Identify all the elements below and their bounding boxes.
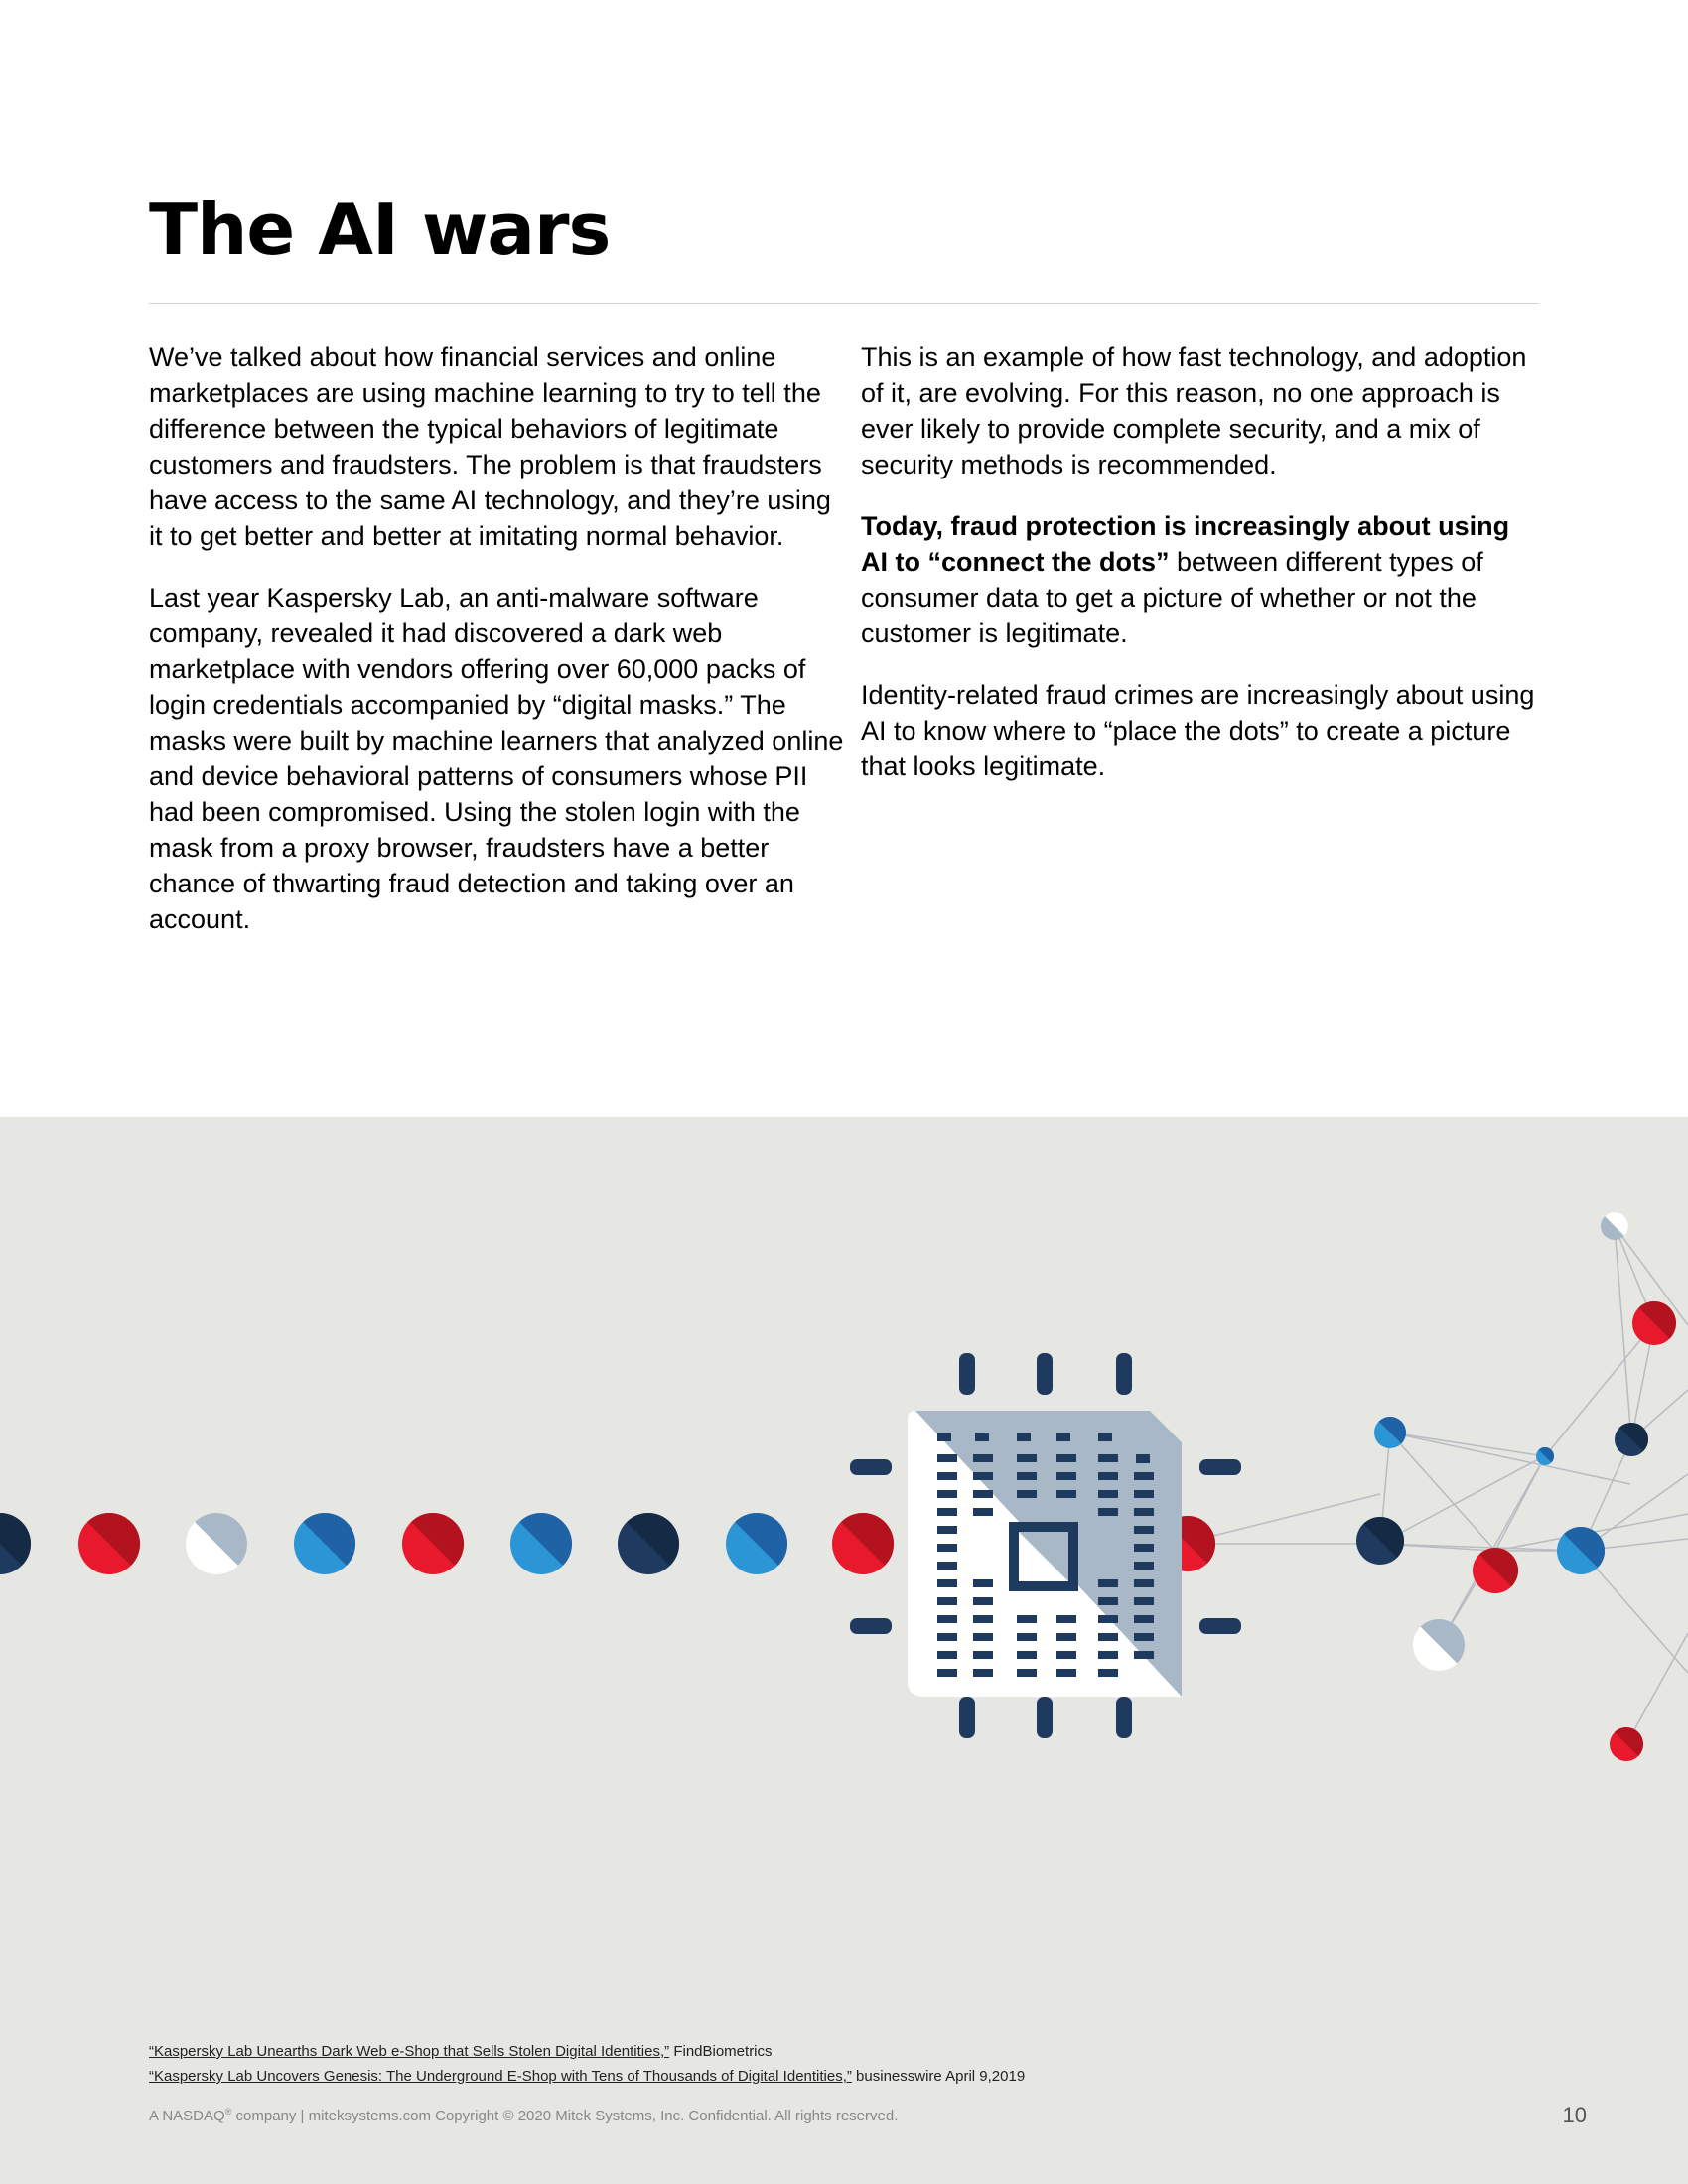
left-column xyxy=(149,340,844,963)
dot-blue xyxy=(294,1513,355,1574)
dot-blue xyxy=(510,1513,572,1574)
node-red xyxy=(1473,1548,1518,1593)
dot-red xyxy=(78,1513,140,1574)
node-blue xyxy=(1374,1417,1406,1448)
dot-white-gray xyxy=(186,1513,247,1574)
ai-chip-illustration xyxy=(0,1117,1688,2184)
footnote-link[interactable]: “Kaspersky Lab Uncovers Genesis: The Underground E-Shop with Tens of Thousands of Digital Identities,” xyxy=(149,2068,852,2085)
registered-mark: ® xyxy=(224,2107,232,2116)
node-navy xyxy=(1356,1517,1404,1565)
node-white-gray xyxy=(1413,1619,1465,1671)
dot-red xyxy=(402,1513,464,1574)
paragraph-text: between different types of consumer data to get a picture of whether or not the customer is legitimate. xyxy=(861,547,1483,648)
dot-navy xyxy=(0,1513,31,1574)
footnotes xyxy=(149,2039,1025,2089)
paragraph xyxy=(861,508,1536,651)
paragraph: Identity-related fraud crimes are increasingly about using AI to know where to “place the dots” to create a picture that looks legitimate. xyxy=(861,680,1535,781)
emphasis-text: Today, fraud protection is increasingly about using AI to “connect the dots” xyxy=(861,511,1510,577)
footnote xyxy=(149,2064,1025,2089)
paragraph: This is an example of how fast technology, and adoption of it, are evolving. For this reason, no one approach is ever likely to provide complete security, and a mix of security methods is recommended. xyxy=(861,342,1527,479)
page-title: The AI wars xyxy=(149,188,611,271)
node-gray-white xyxy=(1601,1212,1628,1240)
paragraph: Last year Kaspersky Lab, an anti-malware software company, revealed it had discovered a dark web marketplace with vendors offering over 60,000 packs of login credentials accompanied by “digital masks.” The masks were built by machine learners that analyzed online and device behavioral patterns of consumers whose PII had been compromised. Using the stolen login with the mask from a proxy browser, fraudsters have a better chance of thwarting fraud detection and taking over an account. xyxy=(149,583,844,934)
illustration-band xyxy=(0,1117,1688,2184)
copyright-footer xyxy=(149,2107,898,2124)
node-navy xyxy=(1615,1423,1648,1456)
node-red xyxy=(1632,1301,1676,1345)
footnote xyxy=(149,2039,1025,2064)
paragraph: We’ve talked about how financial services and online marketplaces are using machine learning to try to tell the difference between the typical behaviors of legitimate customers and fraudsters. The problem is that fraudsters have access to the same AI technology, and they’re using it to get better and better at imitating normal behavior. xyxy=(149,342,831,551)
footnote-source: FindBiometrics xyxy=(669,2043,773,2060)
dot-red xyxy=(832,1513,894,1574)
footnote-source: businesswire April 9,2019 xyxy=(851,2068,1026,2085)
dot-navy xyxy=(618,1513,679,1574)
node-blue xyxy=(1557,1527,1605,1574)
page-number: 10 xyxy=(1562,2103,1587,2127)
footer-prefix: A NASDAQ xyxy=(149,2108,225,2124)
dot-blue xyxy=(726,1513,787,1574)
right-column xyxy=(861,340,1536,810)
footer-text: company | miteksystems.com Copyright © 2020 Mitek Systems, Inc. Confidential. All rights reserved. xyxy=(231,2108,899,2124)
footnote-link[interactable]: “Kaspersky Lab Unearths Dark Web e-Shop that Sells Stolen Digital Identities,” xyxy=(149,2043,670,2060)
title-divider xyxy=(149,303,1539,304)
node-blue xyxy=(1536,1447,1554,1465)
node-red xyxy=(1610,1727,1643,1761)
